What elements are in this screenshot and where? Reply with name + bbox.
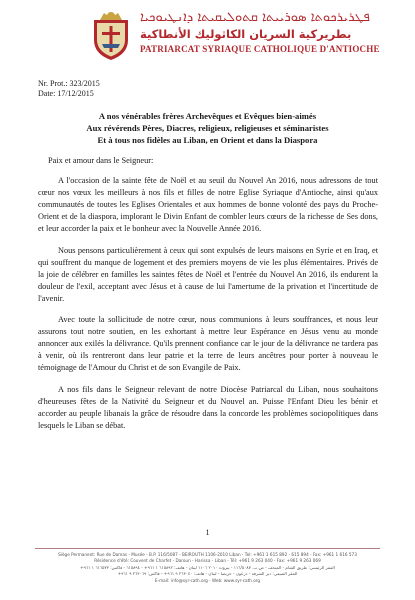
- heading-line: Et à tous nos fidèles au Liban, en Orient et dans la Diaspora: [97, 135, 318, 145]
- letterhead-arabic: بطريركية السريان الكاثوليك الأنطاكية: [140, 27, 352, 41]
- footer-divider: [35, 548, 380, 549]
- reference-block: [38, 79, 100, 99]
- paragraph: Avec toute la sollicitude de notre cœur, nous communions à leurs souffrances, et nous leur assurons tout notre soutien, en les exhortant à mettre leur Espérance en Jésus venu au monde annoncer aux exilés la délivrance. Qu'ils prennent confiance car le jour de la délivrance ne tardera pas à venir, où ils rentreront dans leur patrie et la terre de leurs ancêtres pour porter à nouveau le témoignage de l'Amour du Christ et de son Evangile de Paix.: [38, 315, 378, 373]
- footer-contact: [35, 552, 380, 584]
- heading-line: A nos vénérables frères Archevêques et Evêques bien-aimés: [98, 111, 317, 121]
- footer-line: المقر الرئيسي: طريق الشام - المتحف - ص.ب. ١١٦/٥٠٨٧ - بيروت ٢٠١٠ ١١٠٦ لبنان - هاتف: ٦١٥٨٩٢ ١ ٩٦١+ - ٦١٥٨٩٤ - فاكس: ٦١٦٥٧٣ ١ ٩٦١+: [80, 564, 335, 570]
- letterhead-latin: PATRIARCAT SYRIAQUE CATHOLIQUE D'ANTIOCHE: [140, 44, 380, 54]
- patriarchate-emblem-icon: [90, 10, 132, 62]
- letter-date: Date: 17/12/2015: [38, 89, 94, 98]
- paragraph: Nous pensons particulièrement à ceux qui sont expulsés de leurs maisons en Syrie et en Iraq, et qui souffrent du manque de logement et des premiers moyens de vie les plus élémentaires. Privés de la joie de célébrer en familles les saintes fêtes de Noël et l'entrée du Nouvel An 2016, ils endurent la douleur de l'exil, acceptant avec Jésus et à cause de lui l'amertume de la privation et l'incertitude de l'avenir.: [38, 245, 378, 303]
- page-number: 1: [205, 528, 210, 537]
- footer-line: Siège Permanent: Rue de Damas - Musée - B.P. 116/5087 - BEIROUTH 1106-2010 Liban - Tel: +961 1 615 892 - 615 894 - Fax: +961 1 616 573: [58, 552, 357, 557]
- greeting: Paix et amour dans le Seigneur:: [48, 156, 154, 165]
- address-headings: [40, 110, 375, 146]
- protocol-number: Nr. Prot.: 323/2015: [38, 79, 100, 88]
- footer-line: Résidence d'été: Couvent de Charfet - Daroun - Harissa - Liban - Tél: +961 9 263 040 - Fax: +961 9 263 069: [94, 558, 321, 564]
- paragraph: A l'occasion de la sainte fête de Noël et au seuil du Nouvel An 2016, nous adressons de tout cœur nos vœux les meilleurs à nos fils et filles de notre Eglise Syriaque d'Antioche, ainsi qu'aux communautés de toutes les Eglises Orientales et aux hommes de bonne volonté des pays du Proche-Orient et de la diaspora, implorant le Divin Enfant de combler leurs cœurs de la richesse de Ses dons, et leur accorder la paix et le bonheur avec la Nouvelle Année 2016.: [38, 176, 378, 234]
- paragraph: A nos fils dans le Seigneur relevant de notre Diocèse Patriarcal du Liban, nous souhaitons d'heureuses fêtes de la Nativité du Seigneur et du Nouvel an. Puisse l'Enfant Dieu les bénir et accorder au peuple libanais la grâce de résoudre dans la concorde les problèmes sociopolitiques dans lesquels le Liban se débat.: [38, 384, 378, 430]
- footer-line: المقر الصيفي: دير الشرفة - درعون - حريصا - لبنان - هاتف: ٢٦٣٠٤٠ ٩ ٩٦١+ - فاكس: ٢٦٣٠٦٩ ٩ ٩٦١+: [117, 571, 298, 577]
- letter-body: [38, 155, 378, 441]
- footer-line: E-mail: info@syr-cath.org - Web: www.syr-cath.org: [154, 577, 261, 583]
- letterhead-syriac: ܦܛܪܝܪܟܘܬܐ ܣܘܪܝܝܬܐ ܩܬܘܠܝܩܝܬܐ ܕܐܢܛܝܘܟܝܐ: [140, 10, 370, 25]
- heading-line: Aux révérends Pères, Diacres, religieux, religieuses et séminaristes: [86, 123, 329, 133]
- letterhead: [140, 10, 380, 56]
